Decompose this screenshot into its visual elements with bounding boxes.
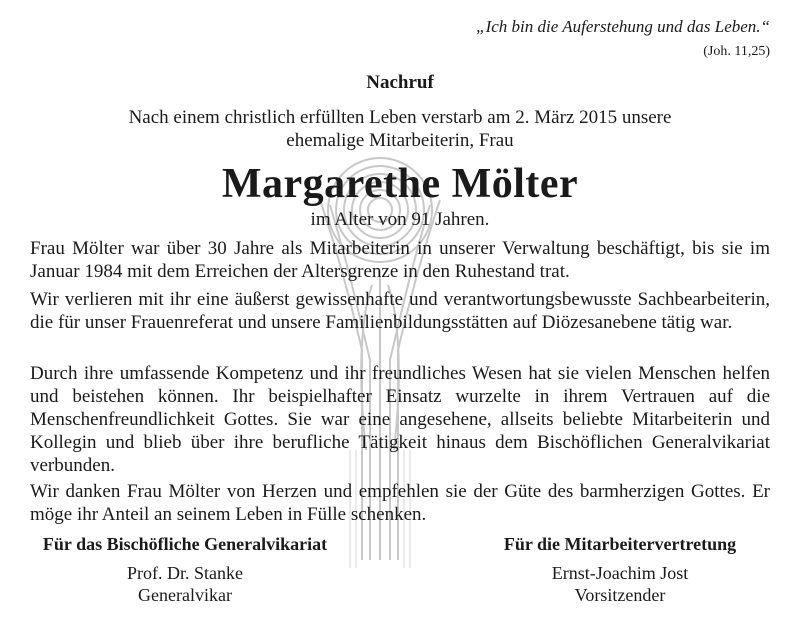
bible-quote: „Ich bin die Auferstehung und das Leben.“ bbox=[476, 17, 770, 36]
signature-right bbox=[470, 534, 770, 606]
signature-left-role: Generalvikar bbox=[138, 585, 232, 605]
intro-line-1: Nach einem christlich erfüllten Leben verstarb am 2. März 2015 unsere bbox=[128, 107, 672, 128]
intro-line-2: ehemalige Mitarbeiterin, Frau bbox=[286, 130, 514, 151]
page-title: Nachruf bbox=[366, 72, 434, 93]
age-line: im Alter von 91 Jahren. bbox=[310, 209, 490, 230]
paragraph-tribute: Wir verlieren mit ihr eine äußerst gewissenhafte und verantwortungsbewusste Sachbearbeiterin, die für unser Frauenreferat und unsere Familienbildungsstätten auf Diözesanebene tätig war. bbox=[30, 289, 770, 333]
paragraph-employment: Frau Mölter war über 30 Jahre als Mitarbeiterin in unserer Verwaltung beschäftigt, bis sie im Januar 1984 mit dem Erreichen der Altersgrenze in den Ruhestand trat. bbox=[30, 238, 770, 282]
signature-right-name: Ernst-Joachim Jost bbox=[551, 563, 689, 583]
paragraph-thanks: Wir danken Frau Mölter von Herzen und empfehlen sie der Güte des barmherzigen Gottes. Er möge ihr Anteil an seinem Leben in Fülle schenken. bbox=[30, 481, 770, 525]
signature-right-role: Vorsitzender bbox=[574, 585, 666, 605]
signature-right-title: Für die Mitarbeitervertretung bbox=[503, 534, 737, 554]
bible-quote-reference: (Joh. 11,25) bbox=[703, 44, 770, 59]
signature-left bbox=[30, 534, 340, 606]
deceased-name: Margarethe Mölter bbox=[221, 161, 579, 207]
intro-text bbox=[0, 106, 800, 152]
paragraph-character: Durch ihre umfassende Kompetenz und ihr freundliches Wesen hat sie vielen Menschen helfen und beistehen können. Ihr beispielhafter Einsatz wurzelte in ihrem Vertrauen auf die Menschenfreundlichkeit Gottes. Sie war eine angesehene, allseits beliebte Mitarbeiterin und Kollegin und blieb über ihre berufliche Tätigkeit hinaus dem Bischöflichen Generalvikariat verbunden. bbox=[30, 363, 770, 476]
signature-left-name: Prof. Dr. Stanke bbox=[127, 563, 243, 583]
signature-left-title: Für das Bischöfliche Generalvikariat bbox=[42, 534, 328, 554]
